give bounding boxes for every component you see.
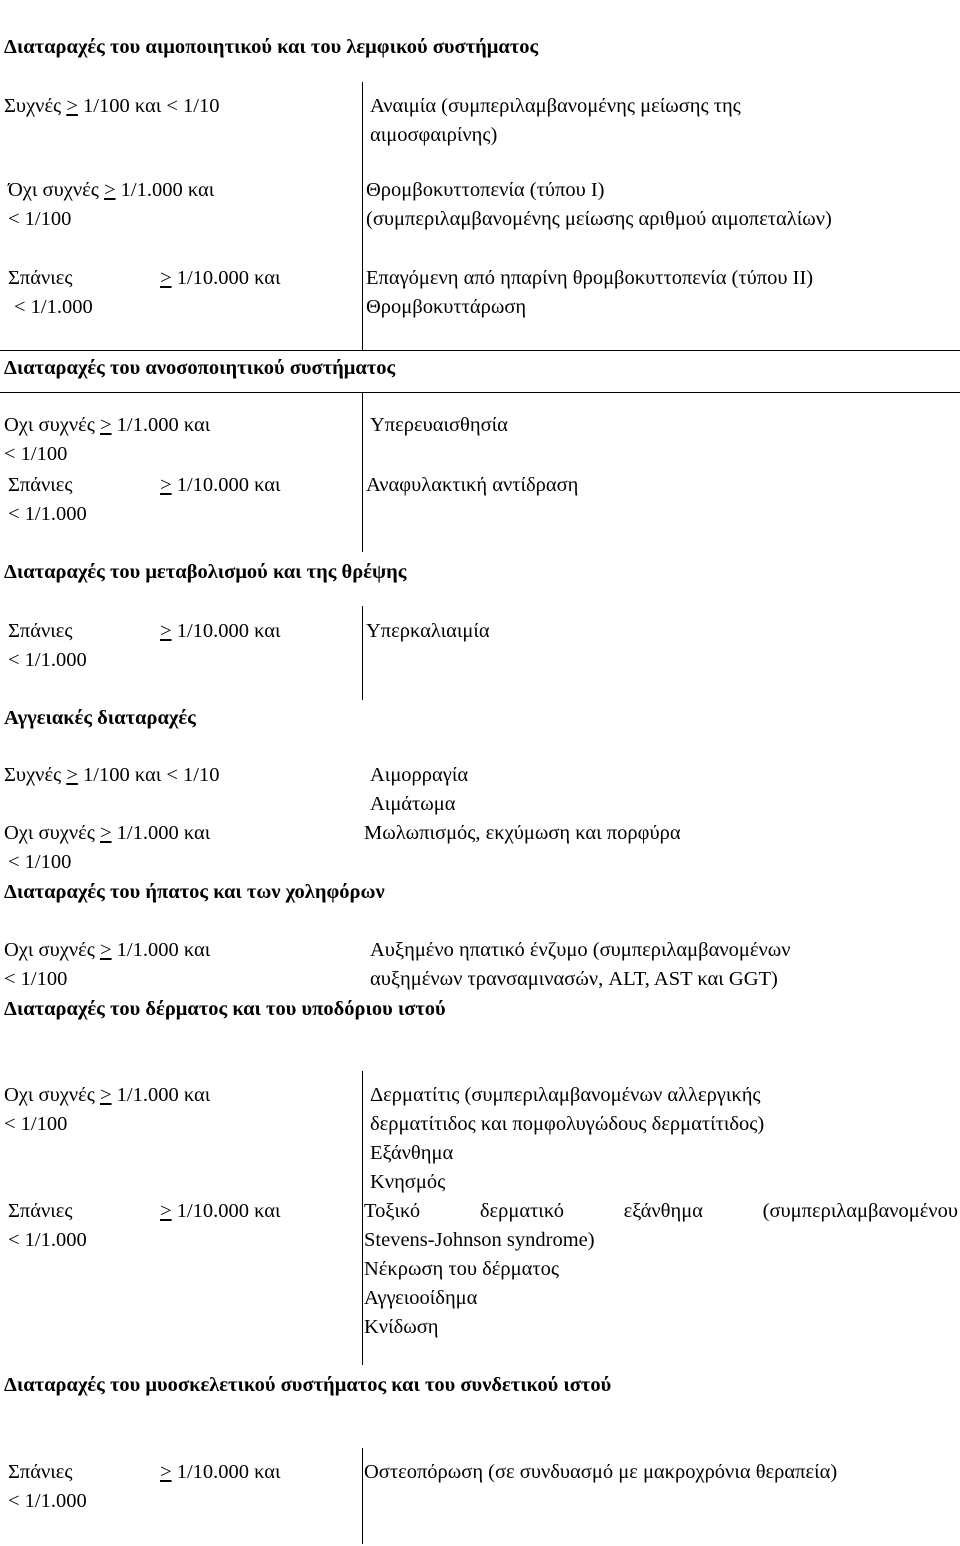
frequency-label: Σπάνιες: [8, 474, 73, 496]
column-divider: [362, 392, 363, 552]
frequency-cell-line2: < 1/100: [4, 968, 68, 990]
frequency-label: Σπάνιες: [8, 267, 73, 289]
frequency-range: > 1/10.000 και: [160, 267, 281, 289]
effect-text: Οστεοπόρωση (σε συνδυασμό με μακροχρόνια θεραπεία): [364, 1461, 838, 1483]
frequency-range: > 1/10.000 και: [160, 1461, 281, 1483]
frequency-label: Σπάνιες: [8, 1461, 73, 1483]
effect-word: δερματικό: [479, 1200, 564, 1222]
frequency-label: Σπάνιες: [8, 620, 73, 642]
section-heading-vascular: Αγγειακές διαταραχές: [4, 707, 196, 729]
effect-text: Αγγειοοίδημα: [364, 1287, 478, 1309]
frequency-cell: Οχι συχνές > 1/1.000 και: [4, 939, 211, 961]
frequency-cell: Συχνές > 1/100 και < 1/10: [4, 764, 220, 786]
effect-text-justified: [364, 1197, 958, 1226]
section-heading-blood: Διαταραχές του αιμοποιητικού και του λεμφικού συστήματος: [4, 36, 539, 58]
effect-text: Αιμορραγία: [370, 764, 469, 786]
section-heading-immune: Διαταραχές του ανοσοποιητικού συστήματος: [4, 357, 396, 379]
column-divider: [362, 606, 363, 700]
frequency-cell-line2: < 1/1.000: [8, 1490, 87, 1512]
effect-text: Αιμάτωμα: [370, 793, 456, 815]
frequency-range: > 1/10.000 και: [160, 474, 281, 496]
effect-word: (συμπεριλαμβανομένου: [762, 1200, 958, 1222]
column-divider: [362, 1448, 363, 1544]
frequency-cell: Οχι συχνές > 1/1.000 και: [4, 414, 211, 436]
frequency-cell-line2: < 1/100: [4, 1113, 68, 1135]
effect-word: Τοξικό: [364, 1200, 421, 1222]
effect-text: Αναφυλακτική αντίδραση: [366, 474, 579, 496]
effect-text: Μωλωπισμός, εκχύμωση και πορφύρα: [364, 822, 681, 844]
section-heading-hepatobiliary: Διαταραχές του ήπατος και των χοληφόρων: [4, 881, 385, 903]
frequency-cell-line2: < 1/1.000: [8, 649, 87, 671]
frequency-label: Σπάνιες: [8, 1200, 73, 1222]
frequency-cell: Συχνές > 1/100 και < 1/10: [4, 95, 220, 117]
effect-text: Επαγόμενη από ηπαρίνη θρομβοκυττοπενία (τύπου ΙΙ): [366, 267, 814, 289]
section-heading-skin: Διαταραχές του δέρματος και του υποδόριου ιστού: [4, 998, 446, 1020]
frequency-cell-line2: < 1/100: [4, 443, 68, 465]
effect-text: Κνησμός: [370, 1171, 446, 1193]
section-heading-musculoskeletal: Διαταραχές του μυοσκελετικού συστήματος και του συνδετικού ιστού: [4, 1374, 612, 1396]
effect-text: Θρομβοκυττοπενία (τύπου Ι): [366, 179, 605, 201]
row-divider: [0, 350, 960, 351]
frequency-cell: Όχι συχνές > 1/1.000 και: [8, 179, 215, 201]
effect-text: Αυξημένο ηπατικό ένζυμο (συμπεριλαμβανομένων: [370, 939, 791, 961]
effect-text: Δερματίτις (συμπεριλαμβανομένων αλλεργικής: [370, 1084, 761, 1106]
frequency-cell: Οχι συχνές > 1/1.000 και: [4, 1084, 211, 1106]
frequency-cell-line2: < 1/100: [8, 851, 72, 873]
effect-text: Κνίδωση: [364, 1316, 439, 1338]
effect-text: δερματίτιδος και πομφολυγώδους δερματίτιδος): [370, 1113, 765, 1135]
effect-text: Θρομβοκυττάρωση: [366, 296, 527, 318]
frequency-cell-line2: < 1/1.000: [8, 1229, 87, 1251]
frequency-cell-line2: < 1/100: [8, 208, 72, 230]
row-divider: [0, 392, 960, 393]
effect-text: (συμπεριλαμβανομένης μείωσης αριθμού αιμοπεταλίων): [366, 208, 832, 230]
effect-text: Εξάνθημα: [370, 1142, 454, 1164]
column-divider: [362, 82, 363, 350]
frequency-cell-line2: < 1/1.000: [14, 296, 93, 318]
frequency-cell: Οχι συχνές > 1/1.000 και: [4, 822, 211, 844]
effect-text: Νέκρωση του δέρματος: [364, 1258, 559, 1280]
frequency-range: > 1/10.000 και: [160, 620, 281, 642]
effect-text: αιμοσφαιρίνης): [370, 124, 498, 146]
effect-text: Αναιμία (συμπεριλαμβανομένης μείωσης της: [370, 95, 741, 117]
frequency-cell-line2: < 1/1.000: [8, 503, 87, 525]
section-heading-metabolism: Διαταραχές του μεταβολισμού και της θρέψης: [4, 561, 407, 583]
effect-text: Υπερκαλιαιμία: [366, 620, 490, 642]
effect-word: εξάνθημα: [623, 1200, 703, 1222]
frequency-range: > 1/10.000 και: [160, 1200, 281, 1222]
effect-text: αυξημένων τρανσαμινασών, ALT, AST και GGT): [370, 968, 778, 990]
effect-text: Υπερευαισθησία: [370, 414, 508, 436]
column-divider: [362, 1071, 363, 1365]
effect-text: Stevens-Johnson syndrome): [364, 1229, 595, 1251]
